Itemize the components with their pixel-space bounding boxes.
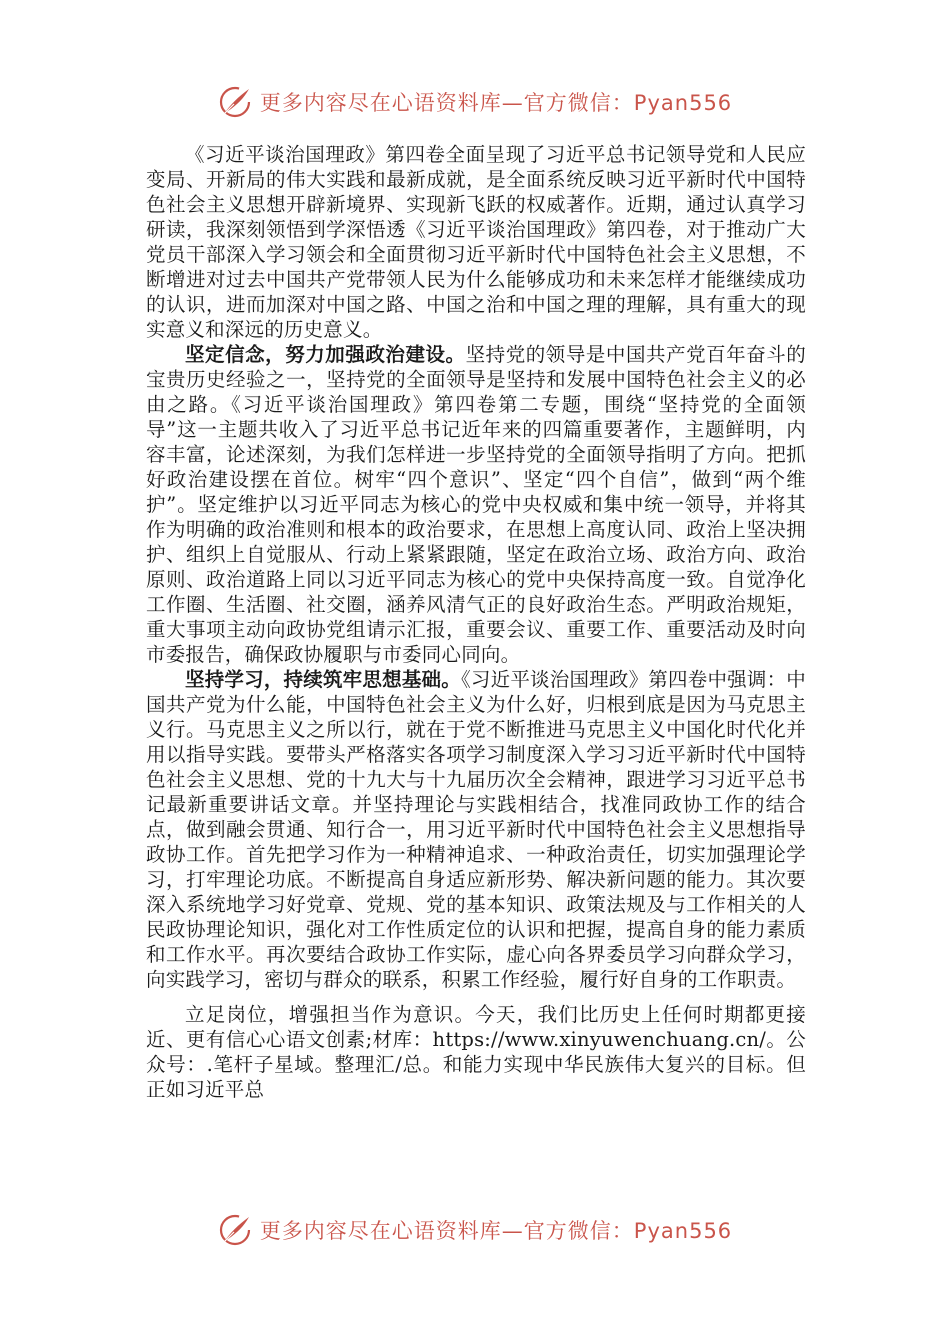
section-body: 坚持党的领导是中国共产党百年奋斗的宝贵历史经验之一，坚持党的全面领导是坚持和发展中国特色社会主义的必由之路。《习近平谈治国理政》第四卷第二专题，围绕“坚持党的全面领导”这一主题共收入了习近平总书记近年来的四篇重要著作，主题鲜明，内容丰富，论述深刻，为我们怎样进一步坚持党的全面领导指明了方向。把抓好政治建设摆在首位。树牢“四个意识”、坚定“四个自信”，做到“两个维护”。坚定维护以习近平同志为核心的党中央权威和集中统一领导，并将其作为明确的政治准则和根本的政治要求，在思想上高度认同、政治上坚决拥护、组织上自觉服从、行动上紧紧跟随，坚定在政治立场、政治方向、政治原则、政治道路上同以习近平同志为核心的党中央保持高度一致。自觉净化工作圈、生活圈、社交圈，涵养风清气正的良好政治生态。严明政治规矩，重大事项主动向政协党组请示汇报，重要会议、重要工作、重要活动及时向市委报告，确保政协履职与市委同心同向。	[146, 343, 806, 666]
document-body	[146, 142, 806, 1102]
section-heading: 坚定信念，努力加强政治建设。	[185, 343, 466, 366]
section-body: 《习近平谈治国理政》第四卷中强调：中国共产党为什么能，中国特色社会主义为什么好，归根到底是因为马克思主义行。马克思主义之所以行，就在于党不断推进马克思主义中国化时代化并用以指导实践。要带头严格落实各项学习制度深入学习习近平新时代中国特色社会主义思想、党的十九大与十九届历次全会精神，跟进学习习近平总书记最新重要讲话文章。并坚持理论与实践相结合，找准同政协工作的结合点，做到融会贯通、知行合一，用习近平新时代中国特色社会主义思想指导政协工作。首先把学习作为一种精神追求、一种政治责任，切实加强理论学习，打牢理论功底。不断提高自身适应新形势、解决新问题的能力。其次要深入系统地学习好党章、党规、党的基本知识、政策法规及与工作相关的人民政协理论知识，强化对工作性质定位的认识和把握，提高自身的能力素质和工作水平。再次要结合政协工作实际，虚心向各界委员学习向群众学习，向实践学习，密切与群众的联系，积累工作经验，履行好自身的工作职责。	[146, 668, 806, 991]
footer-watermark	[0, 1208, 950, 1252]
watermark-text: 更多内容尽在心语资料库—官方微信：Pyan556	[259, 91, 733, 115]
closing-paragraph: 立足岗位，增强担当作为意识。今天，我们比历史上任何时期都更接近、更有信心心语文创素;材库：https://www.xinyuwenchuang.cn/。公众号：.笔杆子星域。整理汇/总。和能力实现中华民族伟大复兴的目标。但正如习近平总	[146, 1003, 806, 1101]
section-political-building	[146, 342, 806, 667]
section-study	[146, 667, 806, 992]
header-watermark	[0, 80, 950, 124]
quill-pen-icon	[218, 85, 252, 119]
section-heading: 坚持学习，持续筑牢思想基础。	[185, 668, 461, 691]
quill-pen-icon	[218, 1213, 252, 1247]
intro-paragraph: 《习近平谈治国理政》第四卷全面呈现了习近平总书记领导党和人民应变局、开新局的伟大实践和最新成就，是全面系统反映习近平新时代中国特色社会主义思想开辟新境界、实现新飞跃的权威著作。近期，通过认真学习研读，我深刻领悟到学深悟透《习近平谈治国理政》第四卷，对于推动广大党员干部深入学习领会和全面贯彻习近平新时代中国特色社会主义思想，不断增进对过去中国共产党带领人民为什么能够成功和未来怎样才能继续成功的认识，进而加深对中国之路、中国之治和中国之理的理解，具有重大的现实意义和深远的历史意义。	[146, 143, 806, 341]
watermark-text: 更多内容尽在心语资料库—官方微信：Pyan556	[259, 1219, 733, 1243]
